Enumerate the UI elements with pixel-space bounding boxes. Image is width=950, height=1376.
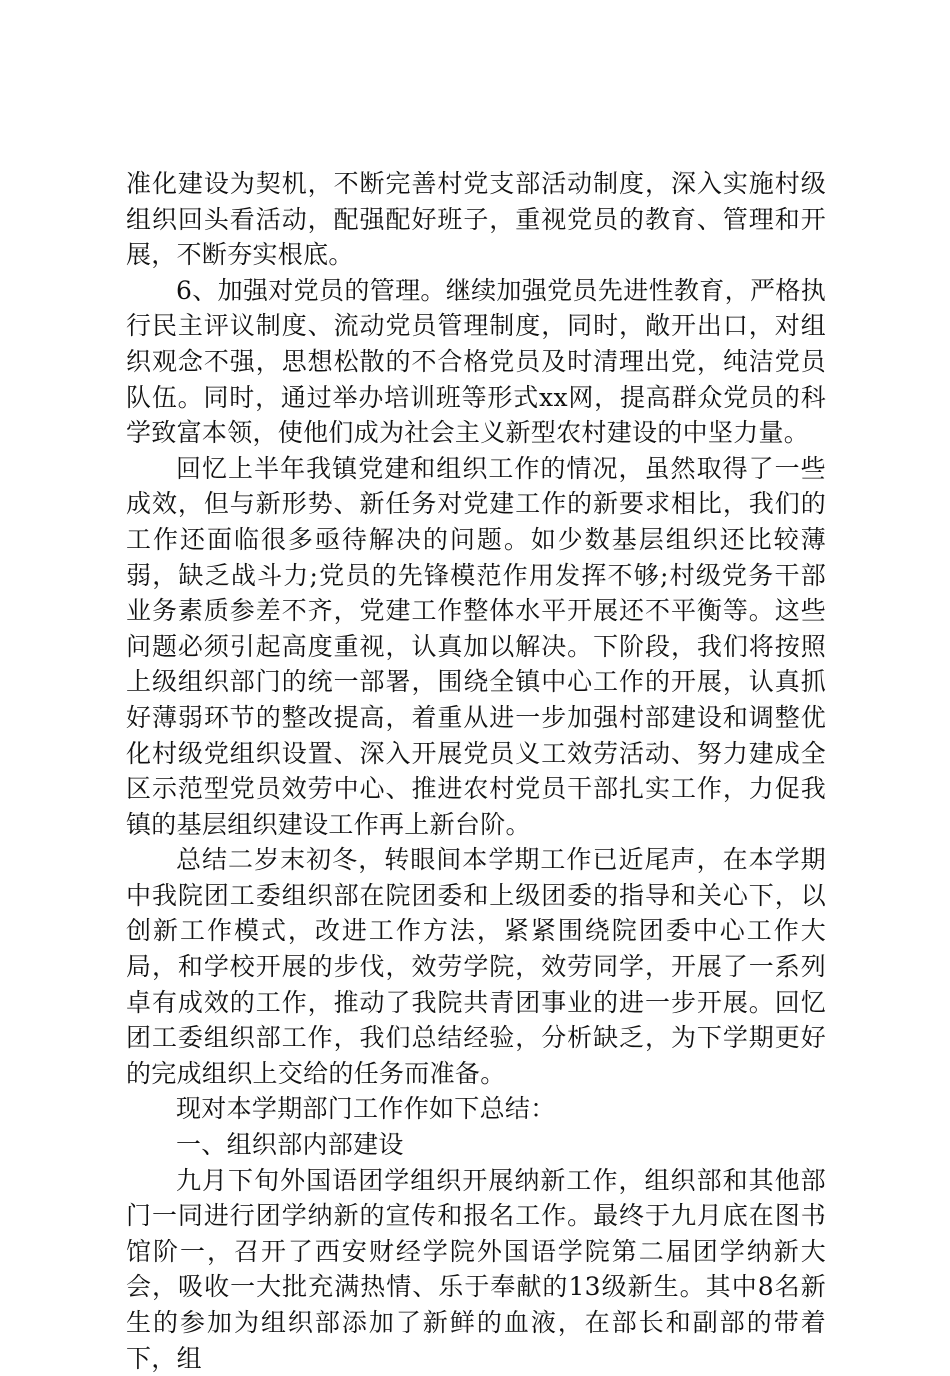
paragraph-5: 现对本学期部门工作作如下总结： <box>176 1094 556 1124</box>
paragraph-1: 准化建设为契机，不断完善村党支部活动制度，深入实施村级组织回头看活动，配强配好班子，重视党员的教育、管理和开展，不断夯实根底。 <box>126 169 826 270</box>
paragraph-4: 总结二岁末初冬，转眼间本学期工作已近尾声，在本学期中我院团工委组织部在院团委和上级团委的指导和关心下，以创新工作模式，改进工作方法，紧紧围绕院团委中心工作大局，和学校开展的步伐，效劳学院，效劳同学，开展了一系列卓有成效的工作，推动了我院共青团事业的进一步开展。回忆团工委组织部工作，我们总结经验，分析缺乏，为下学期更好的完成组织上交给的任务而准备。 <box>126 845 826 1088</box>
paragraph-2: 6、加强对党员的管理。继续加强党员先进性教育，严格执行民主评议制度、流动党员管理制度，同时，敞开出口，对组织观念不强，思想松散的不合格党员及时清理出党，纯洁党员队伍。同时，通过举办培训班等形式xx网，提高群众党员的科学致富本领，使他们成为社会主义新型农村建设的中坚力量。 <box>126 275 826 448</box>
paragraph-6: 九月下旬外国语团学组织开展纳新工作，组织部和其他部门一同进行团学纳新的宣传和报名工作。最终于九月底在图书馆阶一，召开了西安财经学院外国语学院第二届团学纳新大会，吸收一大批充满热情、乐于奉献的13级新生。其中8名新生的参加为组织部添加了新鲜的血液，在部长和副部的带着下，组 <box>126 1165 826 1373</box>
paragraph-3: 回忆上半年我镇党建和组织工作的情况，虽然取得了一些成效，但与新形势、新任务对党建工作的新要求相比，我们的工作还面临很多亟待解决的问题。如少数基层组织还比较薄弱，缺乏战斗力;党员的先锋模范作用发挥不够;村级党务干部业务素质参差不齐，党建工作整体水平开展还不平衡等。这些问题必须引起高度重视，认真加以解决。下阶段，我们将按照上级组织部门的统一部署，围绕全镇中心工作的开展，认真抓好薄弱环节的整改提高，着重从进一步加强村部建设和调整优化村级党组织设置、深入开展党员义工效劳活动、努力建成全区示范型党员效劳中心、推进农村党员干部扎实工作，力促我镇的基层组织建设工作再上新台阶。 <box>126 453 826 839</box>
document-body <box>126 166 826 1376</box>
section-heading-1: 一、组织部内部建设 <box>176 1130 404 1160</box>
